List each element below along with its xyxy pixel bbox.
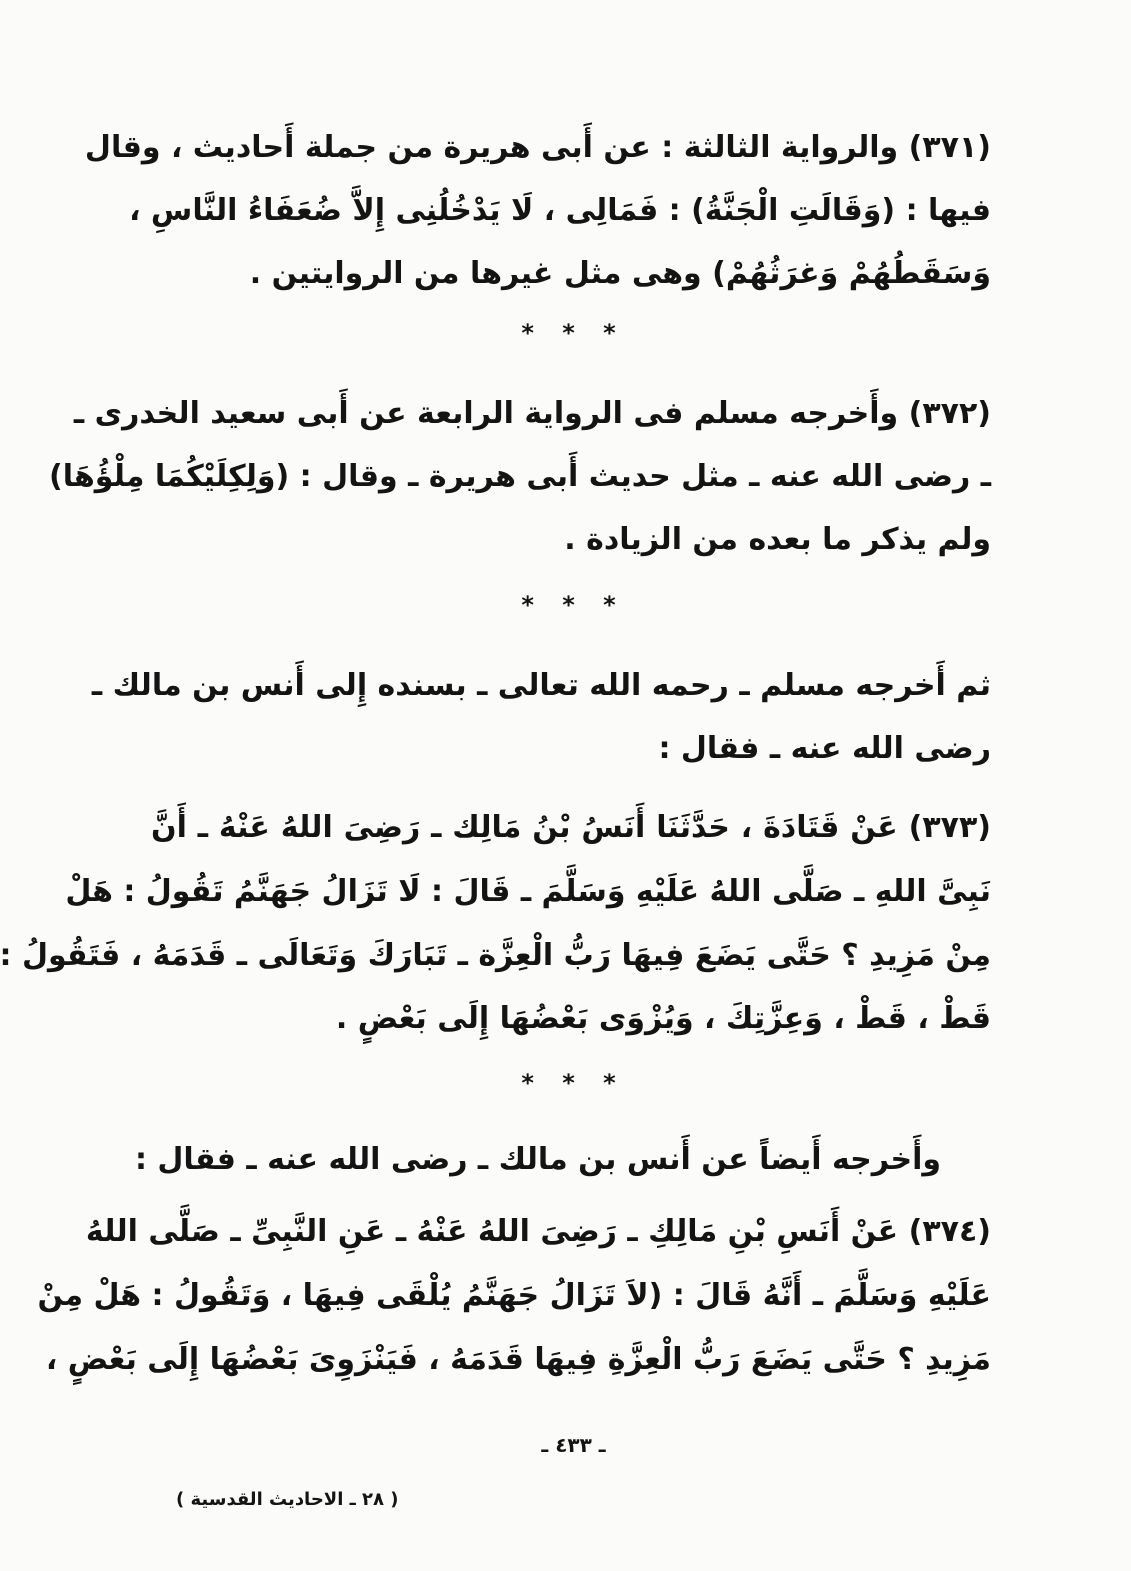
text-line: (٣٧١) والرواية الثالثة : عن أَبى هريرة من جملة أَحاديث ، وقال (84, 130, 991, 165)
text-line: (٣٧٣) عَنْ قَتَادَةَ ، حَدَّثَنَا أَنَسُ بْنُ مَالِك ـ رَضِىَ اللهُ عَنْهُ ـ أَنَّ (151, 810, 991, 845)
text-line: ـ رضى الله عنه ـ مثل حديث أَبى هريرة ـ وقال : (وَلِكِلَيْكُمَا مِلْؤُهَا) (48, 459, 991, 494)
text-line: ثم أَخرجه مسلم ـ رحمه الله تعالى ـ بسنده إِلى أَنس بن مالك ـ (91, 668, 991, 703)
text-line: مَزِيدِ ؟ حَتَّى يَضَعَ رَبُّ الْعِزَّةِ فِيهَا قَدَمَهُ ، فَيَنْزَوِىَ بَعْضُهَا إِلَى بَعْضٍ ، (45, 1342, 991, 1377)
section-separator: * * * (521, 319, 626, 347)
text-line: فيها : (وَقَالَتِ الْجَنَّةُ) : فَمَالِى ، لَا يَدْخُلُنِى إِلاَّ ضُعَفَاءُ النَّاسِ ، (129, 193, 991, 228)
text-line: رضى الله عنه ـ فقال : (658, 731, 991, 766)
text-line: ولم يذكر ما بعده من الزيادة . (564, 522, 991, 557)
text-line: وَسَقَطُهُمْ وَغرَثُهُمْ) وهى مثل غيرها من الروايتين . (249, 256, 991, 291)
section-separator: * * * (521, 591, 626, 619)
section-separator: * * * (521, 1069, 626, 1097)
text-line: قَطْ ، قَطْ ، وَعِزَّتِكَ ، وَيُزْوَى بَعْضُهَا إِلَى بَعْضٍ . (335, 1001, 991, 1036)
text-line: (٣٧٤) عَنْ أَنَسِ بْنِ مَالِكِ ـ رَضِىَ اللهُ عَنْهُ ـ عَنِ النَّبِىِّ ـ صَلَّى اللهُ (85, 1214, 991, 1249)
text-line: مِنْ مَزِيدِ ؟ حَتَّى يَضَعَ فِيهَا رَبُّ الْعِزَّة ـ تَبَارَكَ وَتَعَالَى ـ قَدَمَهُ ، فَتَقُولُ : (0, 938, 991, 973)
book-title-footer: ( ٢٨ ـ الاحاديث القدسية ) (176, 1489, 399, 1510)
text-line: (٣٧٢) وأَخرجه مسلم فى الرواية الرابعة عن أَبى سعيد الخدرى ـ (73, 396, 991, 431)
text-line: نَبِىَّ اللهِ ـ صَلَّى اللهُ عَلَيْهِ وَسَلَّمَ ـ قَالَ : لَا تَزَالُ جَهَنَّمُ تَقُولُ : هَلْ (65, 874, 991, 909)
page-number: ـ ٤٣٣ ـ (541, 1433, 606, 1457)
text-line: عَلَيْهِ وَسَلَّمَ ـ أَنَّهُ قَالَ : (لاَ تَزَالُ جَهَنَّمُ يُلْقَى فِيهَا ، وَتَقُولُ : هَلْ مِنْ (37, 1278, 991, 1313)
text-line: وأَخرجه أَيضاً عن أَنس بن مالك ـ رضى الله عنه ـ فقال : (134, 1142, 941, 1177)
